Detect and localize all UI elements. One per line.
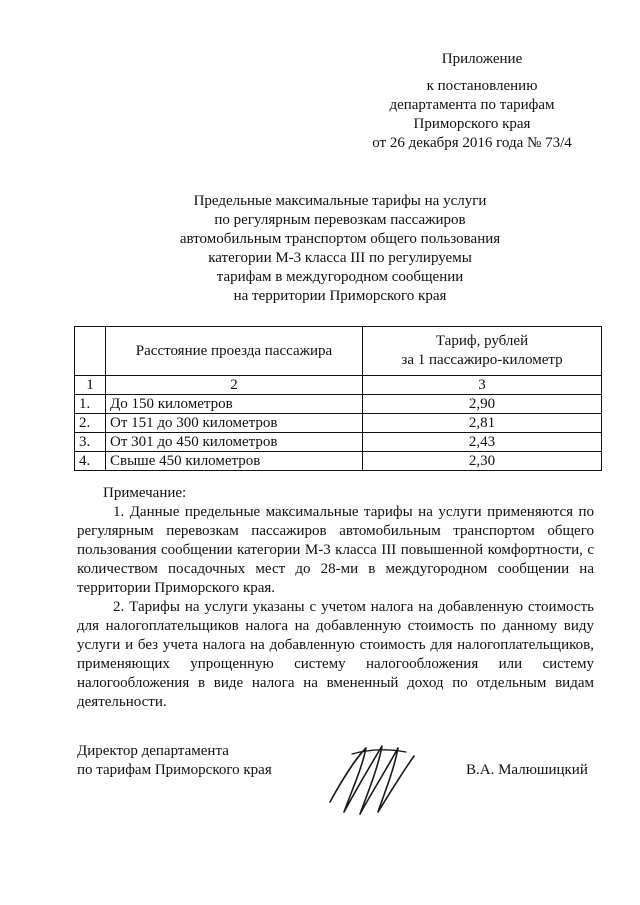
signer-position: [77, 742, 272, 780]
numbering-cell: 3: [363, 376, 602, 395]
signer-position-line2: по тарифам Приморского края: [77, 762, 272, 778]
document-title: [140, 192, 540, 306]
header-cell-distance: Расстояние проезда пассажира: [106, 327, 363, 376]
title-line: Предельные максимальные тарифы на услуги: [193, 193, 487, 209]
table-numbering-row: [75, 376, 602, 395]
row-tariff: 2,43: [363, 433, 602, 452]
title-line: категории М-3 класса III по регулируемы: [208, 250, 472, 266]
table-header-row: [75, 327, 602, 376]
header-tariff-line2: за 1 пассажиро-километр: [401, 352, 563, 368]
title-line: тарифам в междугородном сообщении: [216, 269, 464, 285]
table-row: [75, 433, 602, 452]
table-row: [75, 395, 602, 414]
numbering-cell: 1: [75, 376, 106, 395]
signer-name: В.А. Малюшицкий: [466, 762, 588, 778]
appendix-line: от 26 декабря 2016 года № 73/4: [372, 135, 572, 151]
table-row: [75, 452, 602, 471]
row-tariff: 2,81: [363, 414, 602, 433]
row-distance: До 150 километров: [106, 395, 363, 414]
appendix-title: Приложение: [441, 51, 523, 67]
row-number: 2.: [75, 414, 106, 433]
row-distance: Свыше 450 километров: [106, 452, 363, 471]
row-distance: От 301 до 450 километров: [106, 433, 363, 452]
row-number: 3.: [75, 433, 106, 452]
title-line: по регулярным перевозкам пассажиров: [214, 212, 466, 228]
signer-position-line1: Директор департамента: [77, 743, 229, 759]
notes-heading: Примечание:: [103, 485, 187, 501]
header-cell-tariff: [363, 327, 602, 376]
handwritten-signature: [322, 740, 422, 820]
table-row: [75, 414, 602, 433]
header-cell-number: [75, 327, 106, 376]
appendix-line: департамента по тарифам: [389, 97, 555, 113]
row-tariff: 2,30: [363, 452, 602, 471]
appendix-line: Приморского края: [413, 116, 531, 132]
appendix-block: [352, 50, 592, 153]
title-line: автомобильным транспортом общего пользования: [179, 231, 501, 247]
note-item: 1. Данные предельные максимальные тарифы на услуги применяются по регулярным перевозкам пассажиров автомобильным транспортом общего пользования сообщении категории М-3 класса III повышенной комфортности, с количеством посадочных мест до 28-ми в междугородном сообщении на территории Приморского края.: [77, 504, 594, 596]
row-tariff: 2,90: [363, 395, 602, 414]
row-number: 4.: [75, 452, 106, 471]
row-number: 1.: [75, 395, 106, 414]
title-line: на территории Приморского края: [233, 288, 447, 304]
note-item: 2. Тарифы на услуги указаны с учетом налога на добавленную стоимость для налогоплательщиков налога на добавленную стоимость по данному виду услуги и без учета налога на добавленную стоимость для налогоплательщиков, применяющих упрощенную систему налогообложения или систему налогообложения в виде налога на вмененный доход по отдельным видам деятельности.: [77, 599, 594, 710]
numbering-cell: 2: [106, 376, 363, 395]
tariff-table: [74, 326, 602, 471]
row-distance: От 151 до 300 километров: [106, 414, 363, 433]
notes-section: [77, 484, 594, 712]
header-tariff-line1: Тариф, рублей: [435, 333, 529, 349]
appendix-line: к постановлению: [426, 78, 538, 94]
